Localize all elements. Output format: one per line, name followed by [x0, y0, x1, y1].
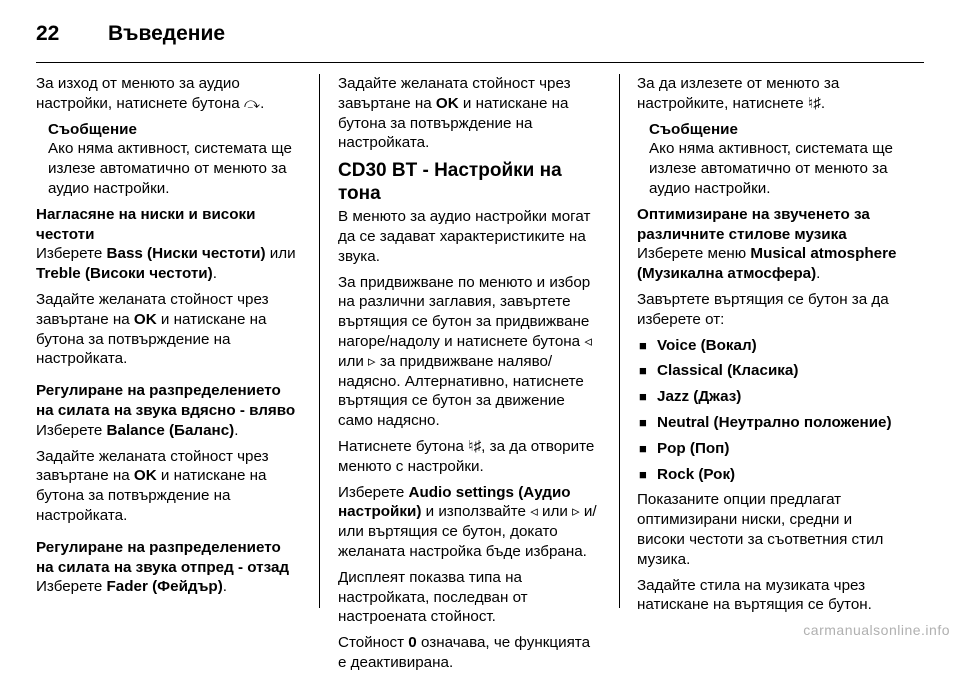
paragraph: Задайте стила на музиката чрез натискане на въртящия се бутон.: [637, 576, 872, 614]
subheading: Регулиране на разпределението на силата на звука вдясно - вляво: [36, 382, 296, 419]
paragraph: Изберете меню Musical atmosphere (Музикална атмосфера).: [637, 245, 897, 283]
note-box: [48, 120, 298, 199]
paragraph: Изберете Bass (Ниски честоти) или Treble (Високи честоти).: [36, 245, 296, 283]
paragraph: Изберете Fader (Фейдър).: [36, 578, 227, 596]
paragraph: В менюто за аудио настройки могат да се задават характеристиките на звука.: [338, 208, 591, 265]
page-number: 22: [36, 22, 60, 45]
paragraph: Задайте желаната стойност чрез завъртане на OK и натискане на бутона за потвърждение на настройката.: [36, 290, 269, 368]
paragraph: Натиснете бутона ♮♯, за да отворите менюто с настройки.: [338, 437, 595, 475]
column-1: [36, 74, 298, 603]
list-item: ■ Voice (Вокал): [637, 336, 899, 356]
list-item: ■ Rock (Рок): [637, 465, 899, 485]
paragraph: Показаните опции предлагат оптимизирани ниски, средни и високи честоти за съответния стил музика.: [637, 491, 884, 568]
note-box: [649, 120, 899, 199]
subheading: Регулиране на разпределението на силата на звука отпред - отзад: [36, 538, 290, 576]
list-item: ■ Pop (Поп): [637, 439, 899, 459]
paragraph: За придвижване по менюто и избор на различни заглавия, завъртете въртящия се бутон за придвижване нагоре/надолу и натиснете бутона ◃ или ▹ за придвижване наляво/надясно. Алтернативно, натиснете въртящия се бутон за движение само надясно.: [338, 273, 592, 430]
list-item: ■ Neutral (Неутрално положение): [637, 413, 899, 433]
page-header: [36, 14, 225, 54]
note-text: Ако няма активност, системата ще излезе автоматично от менюто за аудио настройки.: [48, 140, 292, 197]
note-text: Ако няма активност, системата ще излезе автоматично от менюто за аудио настройки.: [649, 140, 893, 197]
subheading: Оптимизиране на звученето за различните стилове музика: [637, 205, 870, 243]
paragraph: Изберете Balance (Баланс).: [36, 421, 239, 439]
paragraph: Изберете Audio settings (Аудио настройки) и използвайте ◃ или ▹ и/или въртящия се бутон, докато желаната настройка бъде избрана.: [338, 483, 597, 560]
paragraph: За да излезете от менюто за настройките, натиснете ♮♯.: [637, 75, 840, 112]
music-style-list: [637, 336, 899, 485]
list-item: ■ Jazz (Джаз): [637, 387, 899, 407]
paragraph: Стойност 0 означава, че функцията е деактивирана.: [338, 634, 591, 671]
watermark: carmanualsonline.info: [803, 622, 950, 638]
column-2: [338, 74, 600, 679]
column-3: [637, 74, 899, 621]
subheading: Нагласяне на ниски и високи честоти: [36, 205, 256, 243]
header-rule: [36, 62, 924, 63]
section-title: CD30 BT - Настройки на тона: [338, 160, 562, 205]
paragraph: За изход от менюто за аудио настройки, натиснете бутона ⤼.: [36, 75, 265, 112]
paragraph: Задайте желаната стойност чрез завъртане на OK и натискане на бутона за потвърждение на настройката.: [338, 75, 571, 152]
paragraph: Задайте желаната стойност чрез завъртане на OK и натискане на бутона за потвърждение на настройката.: [36, 447, 269, 524]
note-title: Съобщение: [48, 120, 137, 138]
list-item: ■ Classical (Класика): [637, 361, 899, 381]
page-title: Въведение: [108, 22, 226, 45]
column-divider-2: [619, 74, 620, 608]
paragraph: Завъртете въртящия се бутон за да изберете от:: [637, 290, 889, 328]
paragraph: Дисплеят показва типа на настройката, последван от настроената стойност.: [338, 568, 528, 626]
column-divider-1: [319, 74, 320, 608]
note-title: Съобщение: [649, 120, 738, 138]
